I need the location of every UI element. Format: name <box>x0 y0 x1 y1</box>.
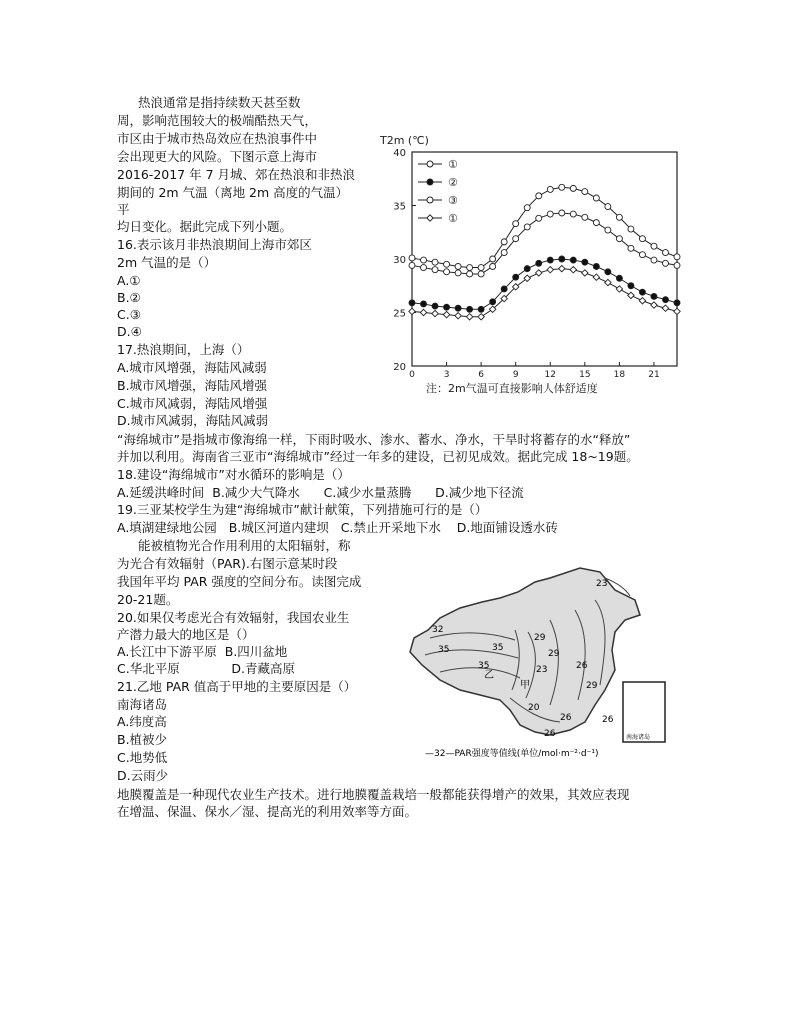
legend-marker <box>427 161 433 167</box>
map-label-35-c: 35 <box>478 661 490 671</box>
x-tick-label: 15 <box>579 370 591 380</box>
y-tick-label: 30 <box>393 255 406 266</box>
y-tick-label: 20 <box>393 362 406 373</box>
data-point <box>639 236 645 242</box>
data-point <box>467 306 473 312</box>
q16-stem: 16.表示该月非热浪期间上海市郊区 <box>117 237 312 252</box>
data-point <box>628 245 634 251</box>
legend-label: ③ <box>448 194 458 207</box>
data-point <box>593 220 599 226</box>
place-label-yi: 乙 <box>484 670 494 681</box>
q17-stem: 17.热浪期间，上海（） <box>117 342 250 357</box>
legend-marker <box>427 179 433 185</box>
q21-stem: 21.乙地 PAR 值高于甲地的主要原因是（） <box>117 679 357 694</box>
place-label-jia: 甲 <box>520 680 530 691</box>
data-point <box>421 301 427 307</box>
data-point <box>674 254 680 260</box>
data-point <box>593 195 599 201</box>
legend-label: ① <box>448 158 458 171</box>
q16-option: B.② <box>117 290 141 305</box>
data-point <box>651 293 657 299</box>
data-point <box>662 250 668 256</box>
map-label-23-ne: 23 <box>596 579 608 589</box>
south-sea-inset <box>623 682 665 742</box>
q21-option: A.纬度高 <box>117 714 167 729</box>
data-point <box>570 185 576 191</box>
data-point <box>432 303 438 309</box>
data-point <box>455 305 461 311</box>
data-point <box>662 297 668 303</box>
data-point <box>432 267 438 273</box>
data-point <box>674 300 680 306</box>
passage1-line: 会出现更大的风险。下图示意上海市 <box>117 149 318 164</box>
passage3-line: 为光合有效辐射（PAR).右图示意某时段 <box>117 556 338 571</box>
map-label-35-a: 35 <box>438 645 450 655</box>
map-label-29-b: 29 <box>548 649 560 659</box>
data-point <box>651 243 657 249</box>
map-label-20: 20 <box>528 703 540 713</box>
passage1-line: 周，影响范围较大的极端酷热天气， <box>117 113 318 128</box>
map-label-35-b: 35 <box>492 643 504 653</box>
passage1-line: 期间的 2m 气温（离地 2m 高度的气温） <box>117 185 349 200</box>
q19-options: A.填湖建绿地公园 B.城区河道内建坝 C.禁止开采地下水 D.地面铺设透水砖 <box>117 520 558 535</box>
x-tick-label: 18 <box>613 370 626 380</box>
data-point <box>536 215 542 221</box>
data-point <box>478 271 484 277</box>
data-point <box>501 286 507 292</box>
map-label-26-c: 26 <box>544 729 556 739</box>
data-point <box>582 189 588 195</box>
data-point <box>444 261 450 267</box>
q20-options: A.长江中下游平原 B.四川盆地 <box>117 644 288 659</box>
data-point <box>593 263 599 269</box>
data-point <box>570 257 576 263</box>
y-tick-label: 35 <box>393 201 406 213</box>
data-point <box>662 260 668 266</box>
data-point <box>478 265 484 271</box>
y-tick-label: 40 <box>393 148 406 159</box>
data-point <box>547 186 553 192</box>
data-point <box>421 257 427 263</box>
map-label-32: 32 <box>432 625 444 635</box>
x-tick-label: 0 <box>409 370 415 380</box>
passage2-line: “海绵城市”是指城市像海绵一样，下雨时吸水、渗水、蓄水、净水，干旱时将蓄存的水“释放” <box>117 432 631 447</box>
data-point <box>409 300 415 306</box>
passage3-line: 能被植物光合作用利用的太阳辐射，称 <box>138 538 351 553</box>
q21-option: D.云雨少 <box>117 768 169 783</box>
x-tick-label: 12 <box>544 370 556 380</box>
data-point <box>513 236 519 242</box>
data-point <box>605 204 611 210</box>
data-point <box>478 306 484 312</box>
data-point <box>547 257 553 263</box>
data-point <box>490 256 496 262</box>
q21-option: C.地势低 <box>117 750 168 765</box>
passage3-line: 我国年平均 PAR 强度的空间分布。读图完成 <box>117 574 362 589</box>
data-point <box>547 211 553 217</box>
passage1-line: 均日变化。据此完成下列小题。 <box>117 219 293 234</box>
data-point <box>559 210 565 216</box>
data-point <box>536 193 542 199</box>
q18-options: A.延缓洪峰时间 B.减少大气降水 C.减少水量蒸腾 D.减少地下径流 <box>117 485 524 500</box>
y-axis-label: T2m (℃) <box>380 134 429 147</box>
q16-stem: 2m 气温的是（） <box>117 255 217 270</box>
data-point <box>582 214 588 220</box>
map-label-23-mid: 23 <box>536 665 548 675</box>
data-point <box>513 221 519 227</box>
passage2-line: 并加以利用。海南省三亚市“海绵城市”经过一年多的建设，已初见成效。据此完成 18~19题。 <box>117 449 639 464</box>
q18-stem: 18.建设“海绵城市”对水循环的影响是（） <box>117 467 350 482</box>
data-point <box>455 270 461 276</box>
data-point <box>616 214 622 220</box>
data-point <box>628 226 634 232</box>
data-point <box>524 205 530 211</box>
q20-stem: 20.如果仅考虑光合有效辐射，我国农业生 <box>117 610 350 625</box>
passage1-line: 热浪通常是指持续数天甚至数 <box>138 95 301 110</box>
data-point <box>444 269 450 275</box>
passage4-line: 在增温、保温、保水／湿、提高光的利用效率等方面。 <box>117 804 418 819</box>
data-point <box>616 275 622 281</box>
q20-stem: 产潜力最大的地区是（） <box>117 627 255 642</box>
map-label-29: 29 <box>534 633 546 643</box>
x-tick-label: 6 <box>478 370 484 380</box>
data-point <box>467 265 473 271</box>
x-tick-label: 21 <box>648 370 660 380</box>
q17-option: A.城市风增强，海陆风减弱 <box>117 360 267 375</box>
inset-label: 南海诸岛 <box>626 734 651 741</box>
data-point <box>559 184 565 190</box>
map-label-29-s: 29 <box>586 681 598 691</box>
map-label-26-s: 26 <box>560 713 572 723</box>
q19-stem: 19.三亚某校学生为建“海绵城市”献计献策，下列措施可行的是（） <box>117 502 488 517</box>
data-point <box>605 269 611 275</box>
legend-label: ① <box>448 212 458 225</box>
data-point <box>421 265 427 271</box>
data-point <box>524 224 530 230</box>
data-point <box>432 259 438 265</box>
data-point <box>582 259 588 265</box>
q17-option: C.城市风减弱，海陆风增强 <box>117 396 268 411</box>
q17-option: D.城市风减弱，海陆风减弱 <box>117 413 269 428</box>
passage1-line: 市区由于城市热岛效应在热浪事件中 <box>117 131 318 146</box>
q16-option: A.① <box>117 273 141 288</box>
q17-option: B.城市风增强，海陆风增强 <box>117 378 268 393</box>
data-point <box>524 266 530 272</box>
par-map-figure <box>400 560 682 760</box>
data-point <box>444 304 450 310</box>
data-point <box>628 283 634 289</box>
passage3-line: 20-21题。 <box>117 592 179 607</box>
data-point <box>616 236 622 242</box>
data-point <box>674 262 680 268</box>
legend-marker <box>427 197 433 203</box>
q21-option: B.植被少 <box>117 732 168 747</box>
data-point <box>409 255 415 261</box>
data-point <box>570 211 576 217</box>
data-point <box>467 271 473 277</box>
chart-note: 注：2m气温可直接影响人体舒适度 <box>426 382 598 395</box>
data-point <box>501 250 507 256</box>
data-point <box>501 239 507 245</box>
x-tick-label: 9 <box>512 370 519 380</box>
data-point <box>409 262 415 268</box>
data-point <box>536 260 542 266</box>
data-point <box>639 252 645 258</box>
q16-option: C.③ <box>117 307 141 322</box>
q16-option: D.④ <box>117 324 142 339</box>
legend-label: ② <box>448 176 458 189</box>
passage1-line: 2016-2017 年 7 月城、郊在热浪和非热浪 <box>117 167 356 182</box>
passage4-line: 地膜覆盖是一种现代农业生产技术。进行地膜覆盖栽培一般都能获得增产的效果，其效应表现 <box>117 787 630 802</box>
data-point <box>639 289 645 295</box>
data-point <box>513 274 519 280</box>
data-point <box>651 257 657 263</box>
map-caption: —32—PAR强度等值线(单位/mol·m⁻²·d⁻¹) <box>425 749 599 759</box>
y-tick-label: 25 <box>393 308 406 320</box>
data-point <box>490 299 496 305</box>
data-point <box>559 256 565 262</box>
data-point <box>455 263 461 269</box>
passage1-line: 平 <box>117 202 130 217</box>
q21-extra: 南海诸岛 <box>117 697 168 712</box>
temperature-line-chart <box>372 128 682 403</box>
map-label-26: 26 <box>576 661 588 671</box>
x-tick-label: 3 <box>443 370 450 380</box>
q20-options: C.华北平原 D.青藏高原 <box>117 661 295 676</box>
data-point <box>490 263 496 269</box>
data-point <box>605 227 611 233</box>
map-label-26-e: 26 <box>602 715 614 725</box>
